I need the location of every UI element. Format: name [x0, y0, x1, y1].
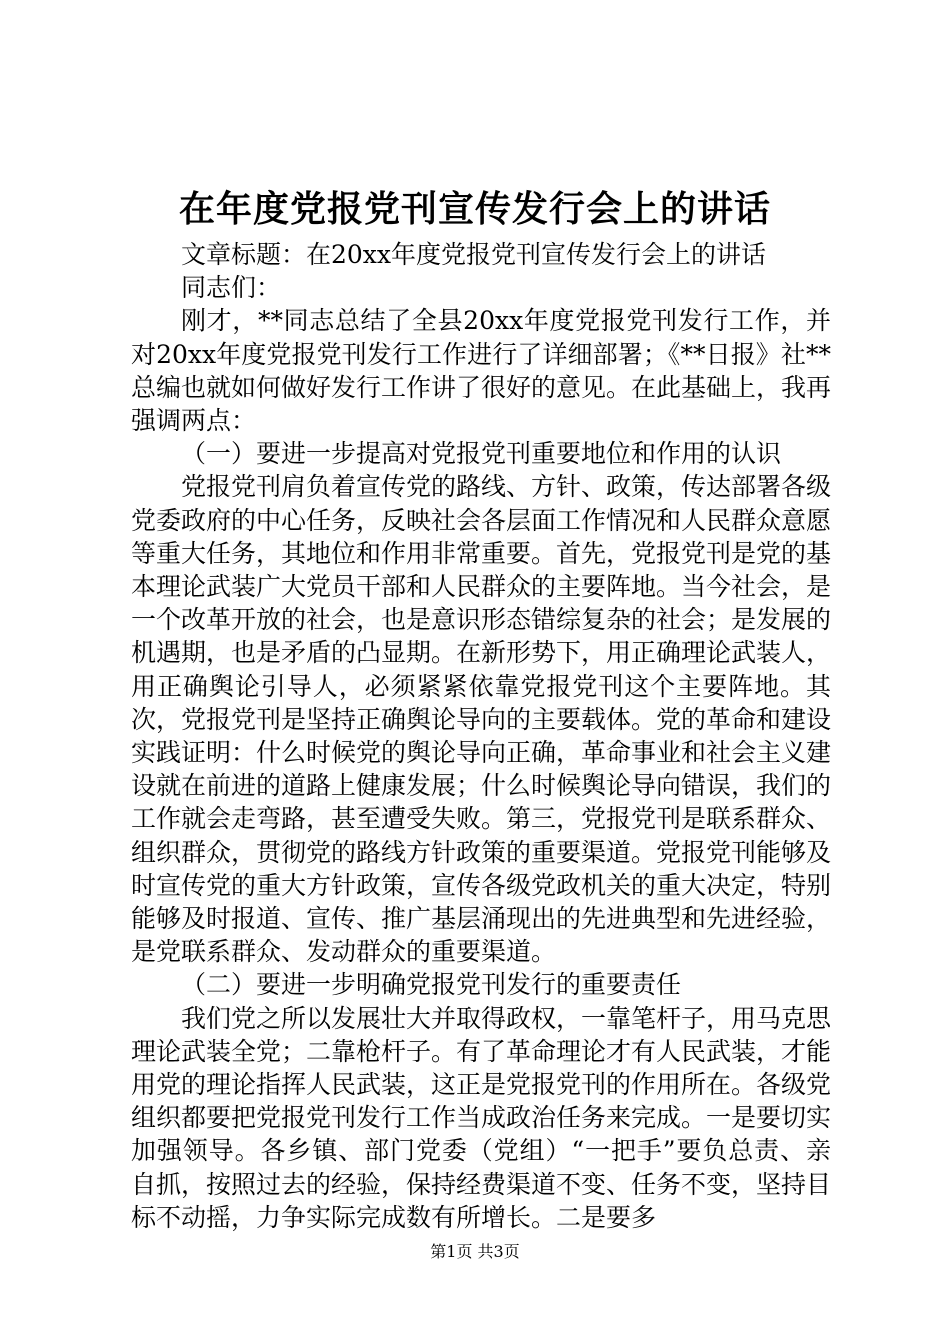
paragraph-section-1: 党报党刊肩负着宣传党的路线、方针、政策，传达部署各级党委政府的中心任务，反映社会各层面工作情况和人民群众意愿等重大任务，其地位和作用非常重要。首先，党报党刊是党的基本理论武装广大党员干部和人民群众的主要阵地。当今社会，是一个改革开放的社会，也是意识形态错综复杂的社会；是发展的机遇期，也是矛盾的凸显期。在新形势下，用正确理论武装人，用正确舆论引导人，必须紧紧依靠党报党刊这个主要阵地。其次，党报党刊是坚持正确舆论导向的主要载体。党的革命和建设实践证明：什么时候党的舆论导向正确，革命事业和社会主义建设就在前进的道路上健康发展；什么时候舆论导向错误，我们的工作就会走弯路，甚至遭受失败。第三，党报党刊是联系群众、组织群众，贯彻党的路线方针政策的重要渠道。党报党刊能够及时宣传党的重大方针政策，宣传各级党政机关的重大决定，特别能够及时报道、宣传、推广基层涌现出的先进典型和先进经验，是党联系群众、发动群众的重要渠道。	[131, 472, 832, 967]
section-heading-2: （二）要进一步明确党报党刊发行的重要责任	[181, 970, 682, 1000]
article-title-line: 文章标题：在20xx年度党报党刊宣传发行会上的讲话	[181, 240, 767, 269]
page-footer: 第1页 共3页	[430, 1242, 520, 1261]
document-title: 在年度党报党刊宣传发行会上的讲话	[178, 188, 771, 230]
greeting: 同志们：	[181, 273, 282, 303]
paragraph-section-2: 我们党之所以发展壮大并取得政权，一靠笔杆子，用马克思理论武装全党；二靠枪杆子。有了革命理论才有人民武装，才能用党的理论指挥人民武装，这正是党报党刊的作用所在。各级党组织都要把党报党刊发行工作当成政治任务来完成。一是要切实加强领导。各乡镇、部门党委（党组）“一把手”要负总责、亲自抓，按照过去的经验，保持经费渠道不变、任务不变，坚持目标不动摇，力争实际完成数有所增长。二是要多	[131, 1003, 832, 1232]
section-heading-1: （一）要进一步提高对党报党刊重要地位和作用的认识	[181, 439, 782, 469]
document-body	[131, 238, 831, 1234]
paragraph-intro: 刚才，**同志总结了全县20xx年度党报党刊发行工作，并对20xx年度党报党刊发行工作进行了详细部署；《**日报》社**总编也就如何做好发行工作讲了很好的意见。在此基础上，我再强调两点：	[131, 306, 832, 436]
